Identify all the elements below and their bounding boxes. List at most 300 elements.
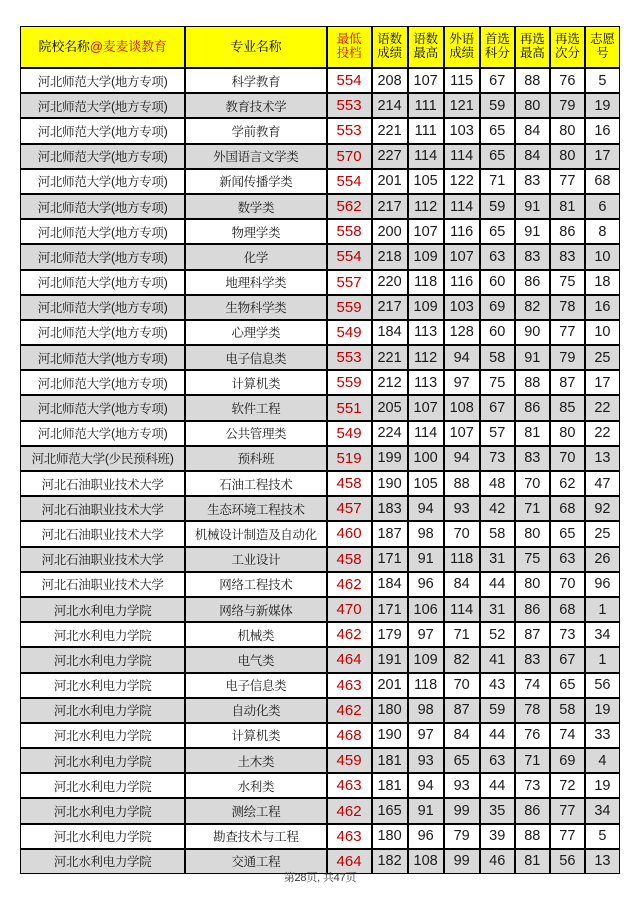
cell-lowest-admission: 549 (327, 320, 372, 345)
column-header-chinese-math-max[interactable] (408, 26, 444, 68)
cell-foreign-language-score: 116 (444, 270, 480, 295)
cell-second-choice-max: 86 (515, 395, 550, 420)
cell-preference-number: 25 (585, 521, 620, 546)
cell-preference-number: 6 (585, 194, 620, 219)
cell-major: 化学 (185, 244, 326, 269)
cell-first-choice-subject-score: 42 (480, 496, 515, 521)
cell-school: 河北石油职业技术大学 (20, 471, 185, 496)
cell-lowest-admission: 553 (327, 345, 372, 370)
cell-chinese-math-max: 112 (408, 194, 444, 219)
cell-first-choice-subject-score: 44 (480, 723, 515, 748)
chinese-math-max-line1: 语数 (413, 32, 438, 47)
cell-second-choice-max: 83 (515, 647, 550, 672)
foreign-language-score-line1: 外语 (449, 32, 474, 47)
cell-major: 新闻传播学类 (185, 169, 326, 194)
table-row[interactable] (20, 798, 620, 823)
cell-second-choice-max: 80 (515, 93, 550, 118)
cell-lowest-admission: 464 (327, 849, 372, 874)
cell-foreign-language-score: 65 (444, 748, 480, 773)
table-row[interactable] (20, 395, 620, 420)
cell-first-choice-subject-score: 59 (480, 698, 515, 723)
cell-chinese-math-score: 224 (372, 421, 408, 446)
cell-first-choice-subject-score: 58 (480, 521, 515, 546)
cell-school: 河北石油职业技术大学 (20, 521, 185, 546)
cell-second-choice-secondary: 70 (550, 572, 585, 597)
table-row[interactable] (20, 244, 620, 269)
cell-foreign-language-score: 99 (444, 798, 480, 823)
cell-lowest-admission: 460 (327, 521, 372, 546)
cell-lowest-admission: 458 (327, 471, 372, 496)
chinese-math-score-line2: 成绩 (377, 46, 402, 60)
first-choice-line1: 首选 (484, 32, 510, 47)
cell-school: 河北水利电力学院 (20, 647, 185, 672)
cell-lowest-admission: 462 (327, 798, 372, 823)
cell-first-choice-subject-score: 39 (480, 824, 515, 849)
cell-chinese-math-max: 106 (408, 597, 444, 622)
cell-second-choice-secondary: 73 (550, 622, 585, 647)
cell-chinese-math-score: 212 (372, 370, 408, 395)
table-row[interactable] (20, 118, 620, 143)
cell-chinese-math-score: 221 (372, 118, 408, 143)
cell-second-choice-secondary: 77 (550, 798, 585, 823)
cell-second-choice-secondary: 67 (550, 647, 585, 672)
cell-school: 河北师范大学(地方专项) (20, 194, 185, 219)
cell-second-choice-max: 86 (515, 798, 550, 823)
cell-lowest-admission: 462 (327, 698, 372, 723)
cell-school: 河北水利电力学院 (20, 773, 185, 798)
cell-chinese-math-max: 107 (408, 68, 444, 93)
cell-foreign-language-score: 93 (444, 773, 480, 798)
cell-first-choice-subject-score: 52 (480, 622, 515, 647)
cell-school: 河北水利电力学院 (20, 698, 185, 723)
pagination-footer: 第28页, 共47页 (283, 872, 357, 884)
cell-chinese-math-score: 201 (372, 673, 408, 698)
cell-foreign-language-score: 97 (444, 370, 480, 395)
cell-major: 网络与新媒体 (185, 597, 326, 622)
cell-major: 勘查技术与工程 (185, 824, 326, 849)
cell-school: 河北师范大学(地方专项) (20, 345, 185, 370)
cell-first-choice-subject-score: 75 (480, 370, 515, 395)
table-body (20, 68, 620, 874)
cell-foreign-language-score: 114 (444, 144, 480, 169)
cell-foreign-language-score: 84 (444, 723, 480, 748)
cell-chinese-math-max: 97 (408, 723, 444, 748)
table-row[interactable] (20, 144, 620, 169)
cell-lowest-admission: 463 (327, 673, 372, 698)
cell-preference-number: 13 (585, 446, 620, 471)
preference-number-line1: 志愿 (590, 32, 615, 47)
cell-chinese-math-score: 165 (372, 798, 408, 823)
cell-preference-number: 16 (585, 118, 620, 143)
cell-chinese-math-max: 114 (408, 421, 444, 446)
cell-chinese-math-max: 96 (408, 824, 444, 849)
cell-preference-number: 22 (585, 395, 620, 420)
column-header-second-choice-max[interactable] (515, 26, 550, 68)
second-choice-max-line1: 再选 (519, 32, 545, 47)
cell-chinese-math-max: 93 (408, 748, 444, 773)
cell-second-choice-secondary: 65 (550, 521, 585, 546)
cell-school: 河北水利电力学院 (20, 597, 185, 622)
cell-first-choice-subject-score: 65 (480, 219, 515, 244)
cell-preference-number: 19 (585, 93, 620, 118)
cell-foreign-language-score: 107 (444, 244, 480, 269)
cell-major: 学前教育 (185, 118, 326, 143)
cell-second-choice-max: 91 (515, 345, 550, 370)
cell-foreign-language-score: 128 (444, 320, 480, 345)
cell-first-choice-subject-score: 67 (480, 68, 515, 93)
cell-foreign-language-score: 122 (444, 169, 480, 194)
cell-second-choice-secondary: 87 (550, 370, 585, 395)
column-header-chinese-math-score[interactable] (372, 26, 408, 68)
cell-second-choice-max: 73 (515, 773, 550, 798)
cell-chinese-math-score: 190 (372, 471, 408, 496)
cell-second-choice-secondary: 83 (550, 244, 585, 269)
cell-foreign-language-score: 87 (444, 698, 480, 723)
cell-preference-number: 96 (585, 572, 620, 597)
cell-major: 电子信息类 (185, 345, 326, 370)
cell-school: 河北水利电力学院 (20, 673, 185, 698)
cell-lowest-admission: 462 (327, 622, 372, 647)
cell-school: 河北师范大学(地方专项) (20, 93, 185, 118)
table-row[interactable] (20, 320, 620, 345)
cell-first-choice-subject-score: 63 (480, 244, 515, 269)
cell-second-choice-secondary: 75 (550, 270, 585, 295)
cell-preference-number: 33 (585, 723, 620, 748)
cell-school: 河北师范大学(少民预科班) (20, 446, 185, 471)
cell-first-choice-subject-score: 59 (480, 194, 515, 219)
cell-preference-number: 92 (585, 496, 620, 521)
cell-school: 河北水利电力学院 (20, 824, 185, 849)
cell-major: 软件工程 (185, 395, 326, 420)
cell-second-choice-max: 91 (515, 219, 550, 244)
cell-chinese-math-max: 113 (408, 320, 444, 345)
cell-chinese-math-max: 98 (408, 698, 444, 723)
cell-school: 河北师范大学(地方专项) (20, 295, 185, 320)
cell-chinese-math-score: 184 (372, 572, 408, 597)
cell-school: 河北水利电力学院 (20, 849, 185, 874)
cell-chinese-math-max: 118 (408, 270, 444, 295)
cell-second-choice-max: 78 (515, 698, 550, 723)
cell-second-choice-max: 76 (515, 723, 550, 748)
cell-foreign-language-score: 108 (444, 395, 480, 420)
first-choice-line2: 科分 (484, 46, 510, 60)
cell-preference-number: 10 (585, 320, 620, 345)
cell-chinese-math-max: 100 (408, 446, 444, 471)
cell-chinese-math-max: 118 (408, 673, 444, 698)
cell-preference-number: 34 (585, 798, 620, 823)
cell-chinese-math-max: 113 (408, 370, 444, 395)
cell-chinese-math-score: 208 (372, 68, 408, 93)
column-header-lowest-admission[interactable] (327, 26, 372, 68)
cell-major: 自动化类 (185, 698, 326, 723)
cell-lowest-admission: 553 (327, 93, 372, 118)
cell-chinese-math-max: 105 (408, 471, 444, 496)
table-row[interactable] (20, 194, 620, 219)
cell-major: 科学教育 (185, 68, 326, 93)
cell-chinese-math-score: 184 (372, 320, 408, 345)
cell-first-choice-subject-score: 71 (480, 169, 515, 194)
cell-second-choice-secondary: 77 (550, 320, 585, 345)
cell-school: 河北水利电力学院 (20, 723, 185, 748)
cell-first-choice-subject-score: 31 (480, 547, 515, 572)
cell-major: 石油工程技术 (185, 471, 326, 496)
cell-lowest-admission: 464 (327, 647, 372, 672)
cell-chinese-math-score: 217 (372, 295, 408, 320)
cell-chinese-math-max: 97 (408, 622, 444, 647)
cell-chinese-math-max: 112 (408, 345, 444, 370)
table-row[interactable] (20, 773, 620, 798)
cell-second-choice-secondary: 63 (550, 547, 585, 572)
cell-school: 河北水利电力学院 (20, 798, 185, 823)
table-row[interactable] (20, 572, 620, 597)
table-row[interactable] (20, 698, 620, 723)
table-row[interactable] (20, 295, 620, 320)
table-row[interactable] (20, 93, 620, 118)
second-choice-sub-line2: 次分 (555, 46, 580, 60)
cell-second-choice-max: 84 (515, 118, 550, 143)
cell-second-choice-secondary: 86 (550, 219, 585, 244)
cell-preference-number: 16 (585, 295, 620, 320)
lowest-admission-line2: 投档 (336, 46, 362, 60)
admission-score-table-container (20, 26, 620, 874)
cell-chinese-math-score: 180 (372, 824, 408, 849)
cell-first-choice-subject-score: 69 (480, 295, 515, 320)
preference-number-line2: 号 (596, 46, 609, 60)
cell-second-choice-secondary: 85 (550, 395, 585, 420)
cell-chinese-math-max: 105 (408, 169, 444, 194)
cell-lowest-admission: 463 (327, 773, 372, 798)
cell-school: 河北师范大学(地方专项) (20, 118, 185, 143)
cell-major: 计算机类 (185, 723, 326, 748)
cell-chinese-math-score: 205 (372, 395, 408, 420)
cell-second-choice-secondary: 80 (550, 118, 585, 143)
table-row[interactable] (20, 622, 620, 647)
cell-foreign-language-score: 84 (444, 572, 480, 597)
cell-major: 教育技术学 (185, 93, 326, 118)
cell-chinese-math-max: 96 (408, 572, 444, 597)
cell-lowest-admission: 468 (327, 723, 372, 748)
cell-chinese-math-score: 200 (372, 219, 408, 244)
cell-second-choice-secondary: 79 (550, 345, 585, 370)
cell-preference-number: 34 (585, 622, 620, 647)
table-row[interactable] (20, 496, 620, 521)
cell-major: 交通工程 (185, 849, 326, 874)
cell-school: 河北水利电力学院 (20, 748, 185, 773)
cell-second-choice-max: 81 (515, 849, 550, 874)
second-choice-sub-line1: 再选 (555, 32, 580, 47)
table-row[interactable] (20, 169, 620, 194)
cell-second-choice-max: 82 (515, 295, 550, 320)
cell-chinese-math-score: 181 (372, 748, 408, 773)
table-row[interactable] (20, 370, 620, 395)
cell-chinese-math-max: 91 (408, 547, 444, 572)
cell-preference-number: 56 (585, 673, 620, 698)
cell-first-choice-subject-score: 48 (480, 471, 515, 496)
cell-foreign-language-score: 103 (444, 118, 480, 143)
cell-school: 河北师范大学(地方专项) (20, 144, 185, 169)
cell-major: 预科班 (185, 446, 326, 471)
cell-chinese-math-score: 183 (372, 496, 408, 521)
table-row[interactable] (20, 446, 620, 471)
cell-chinese-math-score: 218 (372, 244, 408, 269)
cell-preference-number: 8 (585, 219, 620, 244)
cell-first-choice-subject-score: 44 (480, 773, 515, 798)
table-row[interactable] (20, 219, 620, 244)
cell-chinese-math-score: 191 (372, 647, 408, 672)
cell-chinese-math-max: 109 (408, 295, 444, 320)
cell-second-choice-secondary: 65 (550, 673, 585, 698)
cell-preference-number: 19 (585, 698, 620, 723)
cell-major: 公共管理类 (185, 421, 326, 446)
cell-chinese-math-score: 214 (372, 93, 408, 118)
cell-preference-number: 10 (585, 244, 620, 269)
cell-second-choice-secondary: 77 (550, 169, 585, 194)
cell-chinese-math-score: 221 (372, 345, 408, 370)
cell-school: 河北师范大学(地方专项) (20, 370, 185, 395)
cell-foreign-language-score: 88 (444, 471, 480, 496)
cell-first-choice-subject-score: 43 (480, 673, 515, 698)
cell-second-choice-secondary: 80 (550, 144, 585, 169)
cell-preference-number: 1 (585, 597, 620, 622)
table-row[interactable] (20, 547, 620, 572)
cell-first-choice-subject-score: 46 (480, 849, 515, 874)
foreign-language-score-line2: 成绩 (449, 46, 474, 60)
cell-second-choice-secondary: 77 (550, 824, 585, 849)
cell-first-choice-subject-score: 73 (480, 446, 515, 471)
cell-school: 河北水利电力学院 (20, 622, 185, 647)
cell-major: 土木类 (185, 748, 326, 773)
table-row[interactable] (20, 421, 620, 446)
cell-lowest-admission: 470 (327, 597, 372, 622)
cell-lowest-admission: 549 (327, 421, 372, 446)
cell-second-choice-secondary: 58 (550, 698, 585, 723)
cell-lowest-admission: 554 (327, 244, 372, 269)
cell-first-choice-subject-score: 44 (480, 572, 515, 597)
table-row[interactable] (20, 824, 620, 849)
cell-second-choice-max: 71 (515, 748, 550, 773)
table-row[interactable] (20, 723, 620, 748)
cell-major: 生态环境工程技术 (185, 496, 326, 521)
cell-school: 河北师范大学(地方专项) (20, 219, 185, 244)
cell-second-choice-secondary: 68 (550, 597, 585, 622)
table-row[interactable] (20, 68, 620, 93)
cell-preference-number: 17 (585, 144, 620, 169)
cell-chinese-math-max: 91 (408, 798, 444, 823)
cell-chinese-math-max: 114 (408, 144, 444, 169)
column-header-foreign-language-score[interactable] (444, 26, 480, 68)
cell-lowest-admission: 463 (327, 824, 372, 849)
cell-chinese-math-score: 220 (372, 270, 408, 295)
cell-preference-number: 1 (585, 647, 620, 672)
cell-chinese-math-score: 171 (372, 547, 408, 572)
cell-chinese-math-score: 187 (372, 521, 408, 546)
column-header-school[interactable] (20, 26, 185, 68)
cell-second-choice-max: 83 (515, 244, 550, 269)
table-row[interactable] (20, 521, 620, 546)
cell-lowest-admission: 554 (327, 169, 372, 194)
column-header-second-choice-secondary[interactable] (550, 26, 585, 68)
table-row[interactable] (20, 748, 620, 773)
table-row[interactable] (20, 345, 620, 370)
cell-first-choice-subject-score: 41 (480, 647, 515, 672)
cell-school: 河北石油职业技术大学 (20, 547, 185, 572)
cell-foreign-language-score: 70 (444, 521, 480, 546)
second-choice-max-line2: 最高 (519, 46, 545, 60)
cell-first-choice-subject-score: 67 (480, 395, 515, 420)
cell-second-choice-secondary: 68 (550, 496, 585, 521)
cell-chinese-math-max: 111 (408, 93, 444, 118)
admission-score-table (20, 26, 620, 874)
cell-major: 机械类 (185, 622, 326, 647)
cell-second-choice-secondary: 72 (550, 773, 585, 798)
cell-preference-number: 25 (585, 345, 620, 370)
cell-foreign-language-score: 93 (444, 496, 480, 521)
cell-first-choice-subject-score: 60 (480, 320, 515, 345)
table-row[interactable] (20, 647, 620, 672)
header-row (20, 26, 620, 68)
column-header-preference-number[interactable] (585, 26, 620, 68)
cell-second-choice-max: 84 (515, 144, 550, 169)
cell-chinese-math-score: 227 (372, 144, 408, 169)
table-row[interactable] (20, 270, 620, 295)
cell-second-choice-secondary: 80 (550, 421, 585, 446)
cell-lowest-admission: 553 (327, 118, 372, 143)
cell-school: 河北师范大学(地方专项) (20, 320, 185, 345)
cell-second-choice-max: 88 (515, 370, 550, 395)
cell-chinese-math-max: 94 (408, 773, 444, 798)
cell-major: 电子信息类 (185, 673, 326, 698)
cell-school: 河北师范大学(地方专项) (20, 270, 185, 295)
cell-first-choice-subject-score: 31 (480, 597, 515, 622)
cell-school: 河北师范大学(地方专项) (20, 169, 185, 194)
cell-second-choice-max: 75 (515, 547, 550, 572)
cell-second-choice-secondary: 74 (550, 723, 585, 748)
cell-chinese-math-score: 180 (372, 698, 408, 723)
cell-foreign-language-score: 107 (444, 421, 480, 446)
cell-major: 机械设计制造及自动化 (185, 521, 326, 546)
cell-major: 测绘工程 (185, 798, 326, 823)
cell-second-choice-max: 71 (515, 496, 550, 521)
cell-major: 物理学类 (185, 219, 326, 244)
cell-school: 河北师范大学(地方专项) (20, 421, 185, 446)
cell-major: 计算机类 (185, 370, 326, 395)
cell-foreign-language-score: 71 (444, 622, 480, 647)
table-row[interactable] (20, 597, 620, 622)
cell-second-choice-secondary: 70 (550, 446, 585, 471)
column-header-first-choice-subject-score[interactable] (480, 26, 515, 68)
school-header-brand: @麦麦谈教育 (89, 38, 167, 54)
cell-second-choice-max: 88 (515, 68, 550, 93)
cell-foreign-language-score: 82 (444, 647, 480, 672)
cell-foreign-language-score: 115 (444, 68, 480, 93)
cell-preference-number: 22 (585, 421, 620, 446)
cell-chinese-math-score: 181 (372, 773, 408, 798)
table-row[interactable] (20, 471, 620, 496)
cell-second-choice-max: 83 (515, 446, 550, 471)
table-header (20, 26, 620, 68)
cell-lowest-admission: 519 (327, 446, 372, 471)
column-header-major[interactable] (185, 26, 326, 68)
cell-preference-number: 47 (585, 471, 620, 496)
cell-lowest-admission: 459 (327, 748, 372, 773)
cell-foreign-language-score: 94 (444, 345, 480, 370)
table-row[interactable] (20, 673, 620, 698)
cell-second-choice-max: 70 (515, 471, 550, 496)
cell-chinese-math-max: 94 (408, 496, 444, 521)
chinese-math-score-line1: 语数 (377, 32, 402, 47)
cell-chinese-math-score: 171 (372, 597, 408, 622)
cell-lowest-admission: 551 (327, 395, 372, 420)
